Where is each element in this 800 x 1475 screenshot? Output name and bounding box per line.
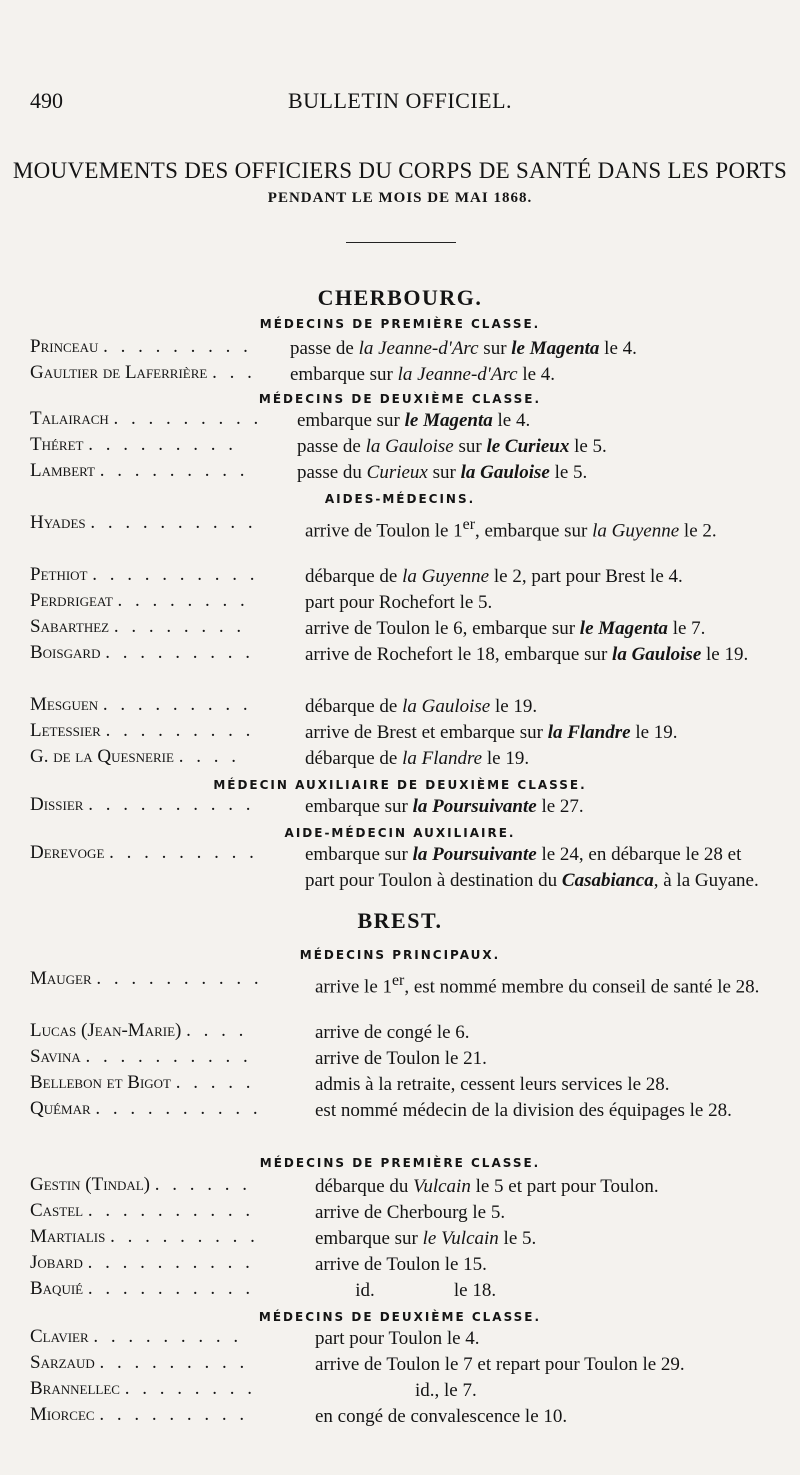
entry-description: passe de la Jeanne-d'Arc sur le Magenta le 4.	[290, 338, 637, 359]
leader-dots: . . . . . . . .	[117, 590, 249, 611]
list-item	[30, 1046, 775, 1072]
entry-description: en congé de convalescence le 10.	[315, 1406, 568, 1427]
entry-description: débarque de la Guyenne le 2, part pour Brest le 4.	[305, 566, 683, 587]
entry-description: arrive de Brest et embarque sur la Flandre le 19.	[305, 722, 678, 743]
section-heading: MÉDECINS DE DEUXIÈME CLASSE.	[258, 392, 542, 406]
officer-name: Bellebon et Bigot	[30, 1072, 171, 1093]
section-heading: AIDE-MÉDECIN AUXILIAIRE.	[284, 826, 516, 840]
section-heading: MÉDECINS DE DEUXIÈME CLASSE.	[258, 1310, 542, 1324]
officer-name: Castel	[30, 1200, 84, 1221]
leader-dots: . . . . . . . . .	[99, 1404, 249, 1425]
officer-name: Talairach	[30, 408, 109, 429]
leader-dots: . . . . . . . . . .	[85, 1046, 252, 1067]
officer-name: Jobard	[30, 1252, 83, 1273]
section-heading: MÉDECINS DE PREMIÈRE CLASSE.	[259, 317, 541, 331]
section-heading: MÉDECINS DE PREMIÈRE CLASSE.	[259, 1156, 541, 1170]
list-item	[30, 512, 775, 564]
entry-description: arrive de congé le 6.	[315, 1022, 470, 1043]
leader-dots: . . . . . . . . .	[88, 434, 237, 455]
page-subtitle: PENDANT LE MOIS DE MAI 1868.	[267, 190, 533, 206]
officer-name: Martialis	[30, 1226, 106, 1247]
port-heading-cherbourg: CHERBOURG.	[317, 285, 483, 310]
leader-dots: . . . . . . . . .	[93, 1326, 243, 1347]
officer-name: G. de la Quesnerie	[30, 746, 174, 767]
list-item	[30, 1326, 775, 1352]
leader-dots: . . . . . . . . . .	[96, 968, 263, 989]
leader-dots: . . . . . . . . . .	[87, 1278, 255, 1299]
officer-name: Miorcec	[30, 1404, 95, 1425]
leader-dots: . . . . . . . . .	[105, 642, 254, 663]
officer-name: Baquié	[30, 1278, 84, 1299]
list-item	[30, 362, 775, 388]
list-item	[30, 434, 775, 460]
list-item	[30, 460, 775, 486]
list-item	[30, 1174, 775, 1200]
officer-name: Lambert	[30, 460, 95, 481]
officer-name: Pethiot	[30, 564, 88, 585]
leader-dots: . . . . . . . . .	[99, 460, 249, 481]
list-item	[30, 794, 775, 820]
leader-dots: . . . . . . . . .	[113, 408, 263, 429]
list-item	[30, 746, 775, 772]
leader-dots: . . . . . . . . . .	[87, 1200, 255, 1221]
entry-description: débarque du Vulcain le 5 et part pour Toulon.	[315, 1176, 659, 1197]
leader-dots: . . . . . .	[154, 1174, 251, 1195]
leader-dots: . . .	[212, 362, 256, 383]
officer-name: Brannellec	[30, 1378, 120, 1399]
section-heading: AIDES-MÉDECINS.	[324, 492, 476, 506]
list-item	[30, 968, 775, 1020]
leader-dots: . . . . . . . . . .	[95, 1098, 262, 1119]
list-item	[30, 1404, 775, 1430]
leader-dots: . . . . . . . . .	[103, 336, 252, 357]
running-head: BULLETIN OFFICIEL.	[287, 88, 513, 113]
entry-description: embarque sur la Poursuivante le 27.	[305, 796, 584, 817]
list-item	[30, 408, 775, 434]
list-item	[30, 694, 775, 720]
port-heading-brest: BREST.	[357, 908, 443, 933]
entry-description: admis à la retraite, cessent leurs services le 28.	[315, 1074, 670, 1095]
list-item	[30, 1378, 775, 1404]
officer-name: Mauger	[30, 968, 92, 989]
entry-description: débarque de la Flandre le 19.	[305, 748, 530, 769]
list-item	[30, 1278, 775, 1304]
list-item	[30, 1352, 775, 1378]
leader-dots: . . . . . . . . . .	[90, 512, 257, 533]
officer-name: Princeau	[30, 336, 99, 357]
leader-dots: . . . . . . . . .	[99, 1352, 249, 1373]
officer-name: Gaultier de Laferrière	[30, 362, 208, 383]
list-item	[30, 1200, 775, 1226]
list-item	[30, 336, 775, 362]
leader-dots: . . . . . . . . . .	[88, 794, 255, 815]
entry-description: embarque sur le Vulcain le 5.	[315, 1228, 537, 1249]
officer-name: Mesguen	[30, 694, 99, 715]
officer-name: Savina	[30, 1046, 81, 1067]
list-item	[30, 720, 775, 746]
list-item	[30, 564, 775, 590]
entry-description: embarque sur la Jeanne-d'Arc le 4.	[290, 364, 556, 385]
entry-description: id., le 7.	[415, 1380, 477, 1401]
entry-description: part pour Rochefort le 5.	[305, 592, 493, 613]
officer-name: Quémar	[30, 1098, 91, 1119]
leader-dots: . . . . . . . . .	[110, 1226, 259, 1247]
entry-description: arrive de Toulon le 6, embarque sur le Magenta le 7.	[305, 618, 706, 639]
entry-description: passe de la Gauloise sur le Curieux le 5.	[297, 436, 607, 457]
officer-name: Sabarthez	[30, 616, 110, 637]
leader-dots: . . . .	[178, 746, 240, 767]
entry-description: embarque sur la Poursuivante le 24, en débarque le 28 et part pour Toulon à destination du Casabianca, à la Guyane.	[305, 844, 759, 891]
entry-description: arrive de Toulon le 21.	[315, 1048, 487, 1069]
list-item	[30, 616, 775, 642]
officer-name: Dissier	[30, 794, 84, 815]
leader-dots: . . . . . . . . . .	[87, 1252, 254, 1273]
leader-dots: . . . .	[186, 1020, 248, 1041]
list-item	[30, 590, 775, 616]
leader-dots: . . . . . . . . .	[105, 720, 255, 741]
entry-description: est nommé médecin de la division des équipages le 28.	[315, 1100, 732, 1121]
entry-description: passe du Curieux sur la Gauloise le 5.	[297, 462, 588, 483]
list-item	[30, 1072, 775, 1098]
list-item	[30, 642, 775, 694]
entry-description: arrive de Cherbourg le 5.	[315, 1202, 506, 1223]
entry-description: arrive le 1er, est nommé membre du conseil de santé le 28.	[315, 972, 760, 998]
officer-name: Derevoge	[30, 842, 105, 863]
entry-description: part pour Toulon le 4.	[315, 1328, 480, 1349]
officer-name: Lucas (Jean-Marie)	[30, 1020, 182, 1041]
officer-name: Perdrigeat	[30, 590, 113, 611]
list-item	[30, 1098, 775, 1150]
leader-dots: . . . . . . . .	[113, 616, 246, 637]
officer-name: Théret	[30, 434, 84, 455]
leader-dots: . . . . . . . . .	[102, 694, 252, 715]
leader-dots: . . . . . . . .	[124, 1378, 256, 1399]
officer-name: Boisgard	[30, 642, 101, 663]
entry-description: arrive de Toulon le 15.	[315, 1254, 487, 1275]
leader-dots: . . . . .	[175, 1072, 255, 1093]
list-item	[30, 1020, 775, 1046]
entry-description: arrive de Toulon le 7 et repart pour Toulon le 29.	[315, 1354, 685, 1375]
officer-name: Gestin (Tindal)	[30, 1174, 150, 1195]
entry-description: arrive de Toulon le 1er, embarque sur la Guyenne le 2.	[305, 516, 717, 542]
entry-description: arrive de Rochefort le 18, embarque sur la Gauloise le 19.	[305, 644, 749, 665]
leader-dots: . . . . . . . . . .	[92, 564, 259, 585]
title-rule	[346, 242, 456, 243]
officer-name: Letessier	[30, 720, 101, 741]
section-heading: MÉDECIN AUXILIAIRE DE DEUXIÈME CLASSE.	[213, 778, 587, 792]
entry-description: id. le 18.	[355, 1280, 497, 1301]
section-heading: MÉDECINS PRINCIPAUX.	[299, 948, 501, 962]
leader-dots: . . . . . . . . .	[109, 842, 258, 863]
list-item	[30, 1252, 775, 1278]
officer-name: Hyades	[30, 512, 86, 533]
officer-name: Sarzaud	[30, 1352, 95, 1373]
entry-description: embarque sur le Magenta le 4.	[297, 410, 531, 431]
page-number: 490	[30, 88, 63, 113]
officer-name: Clavier	[30, 1326, 89, 1347]
page-title: MOUVEMENTS DES OFFICIERS DU CORPS DE SANTÉ DANS LES PORTS	[12, 158, 788, 183]
entry-description: débarque de la Gauloise le 19.	[305, 696, 538, 717]
list-item	[30, 1226, 775, 1252]
